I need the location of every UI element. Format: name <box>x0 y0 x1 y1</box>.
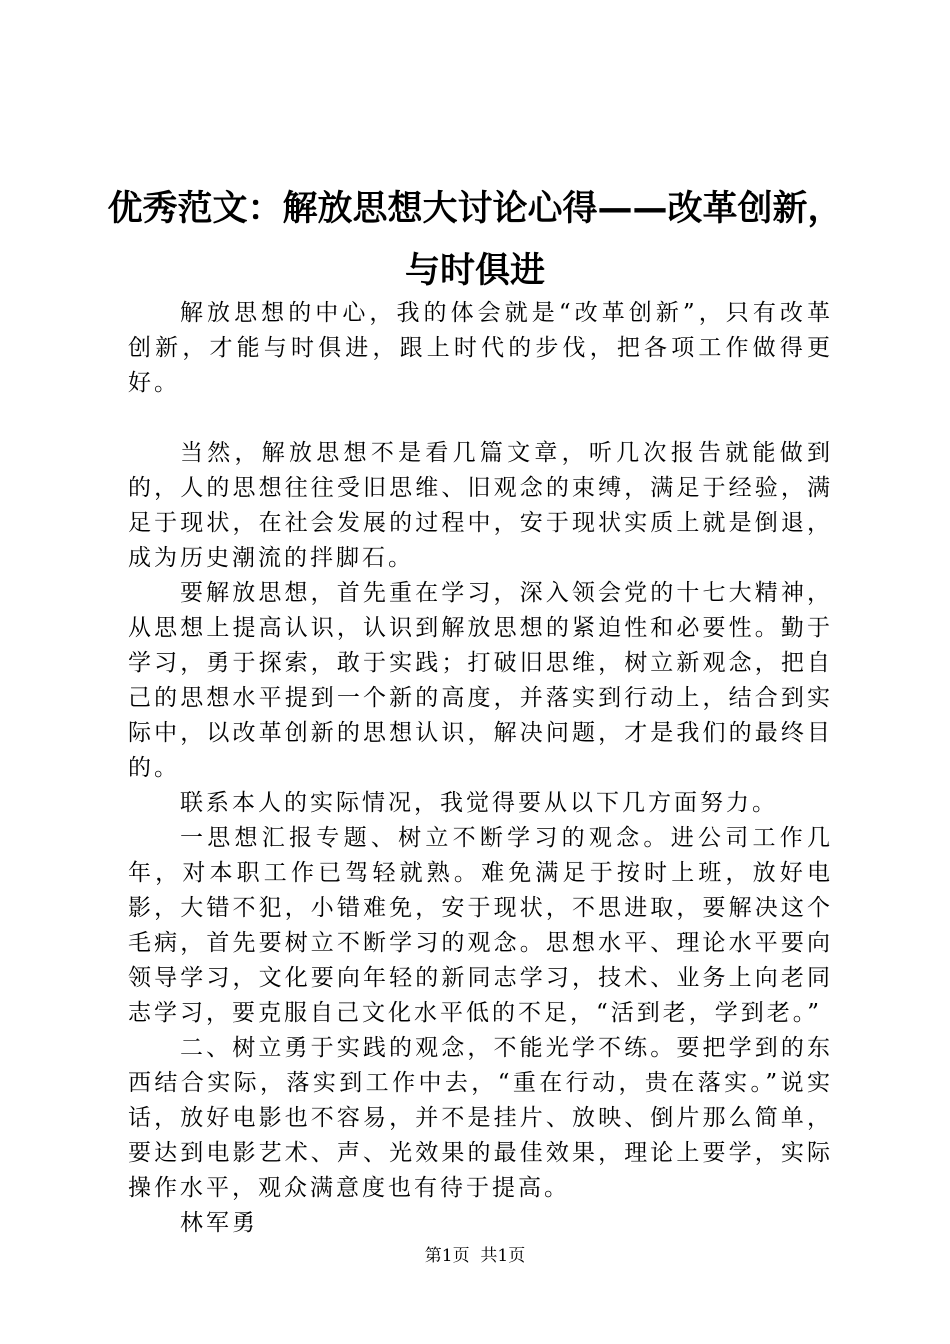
paragraph-3: 要解放思想，首先重在学习，深入领会党的十七大精神，从思想上提高认识，认识到解放思想的紧迫性和必要性。勤于学习，勇于探索，敢于实践；打破旧思维，树立新观念，把自己的思想水平提到一个新的高度，并落实到行动上，结合到实际中，以改革创新的思想认识，解决问题，才是我们的最终目的。 <box>128 580 833 781</box>
document-title-line-2: 与时俱进 <box>404 251 545 291</box>
paragraph-1: 解放思想的中心，我的体会就是“改革创新”，只有改革创新，才能与时俱进，跟上时代的步伐，把各项工作做得更好。 <box>128 300 833 396</box>
document-title-line-1: 优秀范文：解放思想大讨论心得——改革创新， <box>107 189 843 229</box>
paragraph-spacer <box>128 401 833 436</box>
page-number-footer: 第1页 共1页 <box>424 1246 526 1266</box>
document-body <box>128 296 833 1241</box>
paragraph-6: 二、树立勇于实践的观念，不能光学不练。要把学到的东西结合实际，落实到工作中去，“重在行动，贵在落实。”说实话，放好电影也不容易，并不是挂片、放映、倒片那么简单，要达到电影艺术、声、光效果的最佳效果，理论上要学，实际操作水平，观众满意度也有待于提高。 <box>128 1035 833 1201</box>
paragraph-2: 当然，解放思想不是看几篇文章，听几次报告就能做到的，人的思想往往受旧思维、旧观念的束缚，满足于经验，满足于现状，在社会发展的过程中，安于现状实质上就是倒退，成为历史潮流的拌脚石。 <box>128 440 833 571</box>
paragraph-4: 联系本人的实际情况，我觉得要从以下几方面努力。 <box>180 790 778 816</box>
author-signature: 林军勇 <box>180 1210 258 1236</box>
paragraph-5: 一思想汇报专题、树立不断学习的观念。进公司工作几年，对本职工作已驾轻就熟。难免满足于按时上班，放好电影，大错不犯，小错难免，安于现状，不思进取，要解决这个毛病，首先要树立不断学习的观念。思想水平、理论水平要向领导学习，文化要向年轻的新同志学习，技术、业务上向老同志学习，要克服自己文化水平低的不足，“活到老，学到老。” <box>128 825 833 1026</box>
